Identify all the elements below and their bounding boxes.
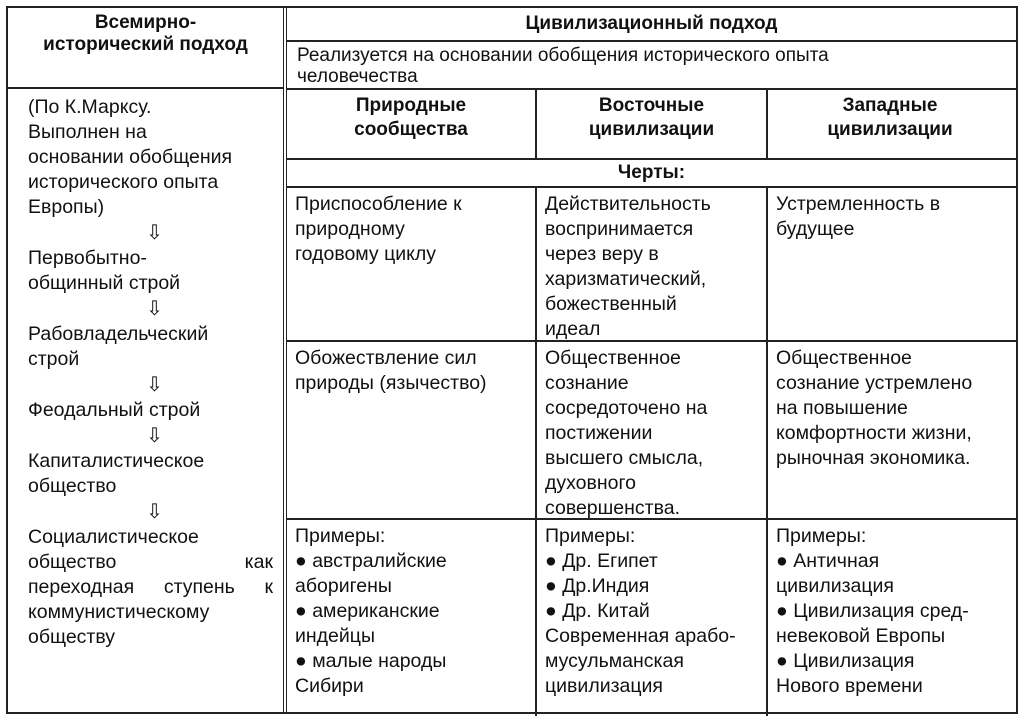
stage-primitive: Первобытно- bbox=[28, 247, 147, 269]
stage-capitalist: Капиталистическое bbox=[28, 450, 205, 472]
world-historical-header bbox=[8, 8, 283, 89]
header-natural-communities: Природные сообщества bbox=[354, 95, 468, 140]
stage-socialist: переходная ступень к bbox=[28, 576, 273, 598]
world-historical-column bbox=[8, 8, 287, 712]
trait-western-2: Общественное сознание устремлено на повышение комфортности жизни, рыночная экономика. bbox=[766, 342, 1012, 518]
header-line: исторический подход bbox=[43, 34, 248, 55]
stage-socialist: коммунистическому bbox=[28, 601, 210, 623]
down-arrow-icon: ⇩ bbox=[146, 374, 163, 396]
stage-feudal: Феодальный строй bbox=[28, 399, 201, 421]
examples-natural: Примеры: ● австралийские аборигены ● американские индейцы ● малые народы Сибири bbox=[295, 525, 447, 697]
stage-slave: строй bbox=[28, 348, 80, 370]
examples-eastern: Примеры: ● Др. Египет ● Др.Индия ● Др. Китай Современная арабо- мусульманская цивилизация bbox=[535, 520, 766, 716]
comparison-table bbox=[6, 6, 1018, 714]
intro-line: Европы) bbox=[28, 196, 105, 218]
stage-socialist: обществу bbox=[28, 626, 116, 648]
trait-eastern-2: Общественное сознание сосредоточено на постижении высшего смысла, духовного совершенства. bbox=[535, 342, 766, 518]
header-eastern-civilizations: Восточные цивилизации bbox=[535, 90, 766, 158]
stage-socialist: общество как bbox=[28, 551, 273, 573]
stage-slave: Рабовладельческий bbox=[28, 323, 209, 345]
down-arrow-icon: ⇩ bbox=[146, 425, 163, 447]
stage-primitive: общинный строй bbox=[28, 272, 181, 294]
traits-row-1 bbox=[287, 188, 1016, 342]
down-arrow-icon: ⇩ bbox=[146, 222, 163, 244]
trait-western-1: Устремленность в будущее bbox=[766, 188, 1012, 340]
civilizational-title: Цивилизационный подход bbox=[287, 8, 1016, 42]
intro-line: исторического опыта bbox=[28, 171, 219, 193]
traits-label: Черты: bbox=[287, 160, 1016, 188]
examples-western: Примеры: ● Античная цивилизация ● Цивилизация сред- невековой Европы ● Цивилизация Нового времени bbox=[766, 520, 1012, 716]
column-headers bbox=[287, 90, 1016, 160]
stage-socialist: Социалистическое bbox=[28, 526, 199, 548]
intro-line: основании обобщения bbox=[28, 146, 233, 168]
stage-capitalist: общество bbox=[28, 475, 117, 497]
trait-eastern-1: Действительность воспринимается через веру в харизматический, божественный идеал bbox=[535, 188, 766, 340]
examples-row bbox=[287, 520, 1016, 716]
civilizational-column bbox=[287, 8, 1016, 712]
trait-natural-1: Приспособление к природному годовому циклу bbox=[295, 193, 462, 265]
header-western-civilizations: Западные цивилизации bbox=[766, 90, 1012, 158]
trait-natural-2: Обожествление сил природы (язычество) bbox=[295, 347, 487, 394]
down-arrow-icon: ⇩ bbox=[146, 501, 163, 523]
header-line: Всемирно- bbox=[94, 12, 197, 33]
civilizational-description: Реализуется на основании обобщения исторического опыта человечества bbox=[287, 42, 1016, 90]
traits-row-2 bbox=[287, 342, 1016, 520]
intro-line: Выполнен на bbox=[28, 121, 147, 143]
formations-list bbox=[8, 89, 283, 650]
down-arrow-icon: ⇩ bbox=[146, 298, 163, 320]
intro-line: (По К.Марксу. bbox=[28, 96, 152, 118]
